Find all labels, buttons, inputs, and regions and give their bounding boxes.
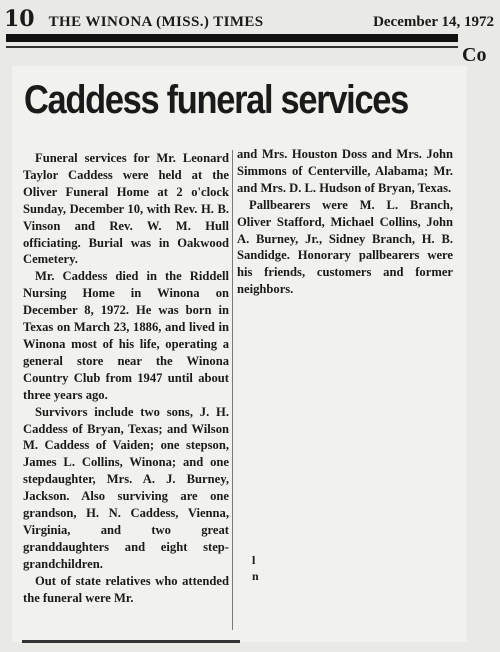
article-column-1 xyxy=(23,150,229,606)
article-headline: Caddess funeral services xyxy=(24,78,408,122)
masthead-rule xyxy=(6,34,458,42)
paragraph-death: Mr. Caddess died in the Riddell Nursing Home in Winona on December 8, 1972. He was born in Texas on March 23, 1886, and lived in Winona most of his life, operating a general store near the Winona Country Club from 1947 until about three years ago. xyxy=(23,269,229,402)
issue-date: December 14, 1972 xyxy=(373,14,494,30)
masthead-rule-thin xyxy=(6,46,458,48)
paragraph-relatives-continued: and Mrs. Houston Doss and Mrs. John Simmons of Centerville, Alabama; Mr. and Mrs. D. L. Hudson of Bryan, Texas. xyxy=(237,147,453,195)
paper-name: THE WINONA (MISS.) TIMES xyxy=(48,14,264,30)
bottom-rule xyxy=(22,640,240,643)
paragraph-services: Funeral services for Mr. Leonard Taylor Caddess were held at the Oliver Funeral Home at 2 o'clock Sunday, December 10, with Rev. H. B. Vinson and Rev. W. M. Hull officiating. Burial was in Oakwood Cemetery. xyxy=(23,151,229,267)
adjacent-article-fragment: Co xyxy=(462,44,487,66)
masthead xyxy=(4,6,494,32)
paragraph-survivors: Survivors include two sons, J. H. Caddess of Bryan, Texas; and Wilson M. Caddess of Vaiden; one stepson, James L. Collins, Winona; and one stepdaughter, Mrs. A. J. Burney, Jackson. Also surviving are one grandson, H. N. Caddess, Vienna, Virginia, and two great granddaughters and eight step-grandchildren. xyxy=(23,404,229,571)
stray-marks xyxy=(252,552,259,584)
paragraph-pallbearers: Pallbearers were M. L. Branch, Oliver Stafford, Michael Collins, John A. Burney, Jr., Sidney Branch, H. B. Sandidge. Honorary pallbearers were his friends, customers and former neighbors. xyxy=(237,197,453,297)
column-divider xyxy=(232,150,233,630)
paragraph-relatives: Out of state relatives who attended the funeral were Mr. xyxy=(23,573,229,605)
page-number: 10 xyxy=(4,6,35,32)
stray-mark: l xyxy=(252,553,256,567)
stray-mark: n xyxy=(252,569,259,583)
article-column-2 xyxy=(237,146,453,298)
